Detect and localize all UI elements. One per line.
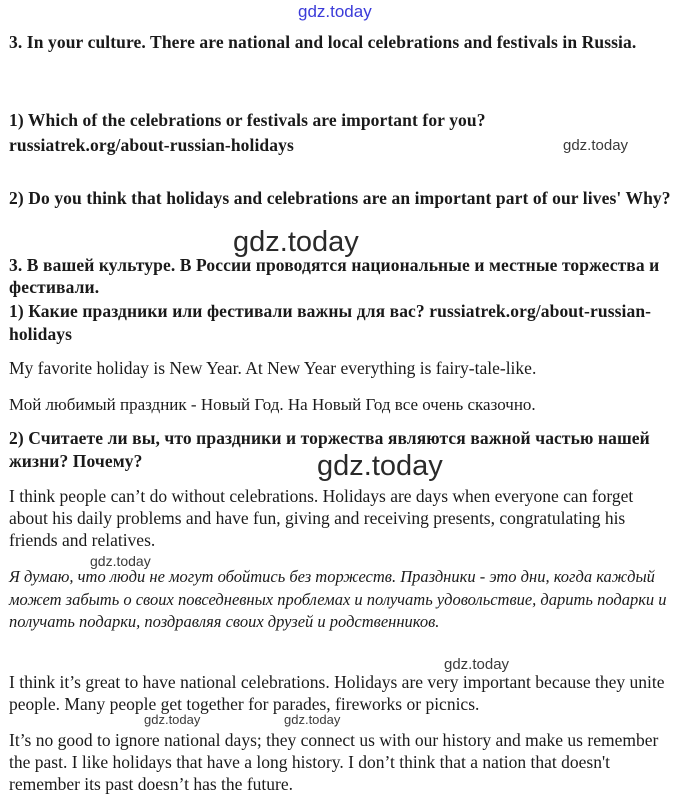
watermark-top: gdz.today — [298, 2, 372, 21]
task-heading-ru: 3. В вашей культуре. В России проводятся национальные и местные торжества и фестивали. — [9, 255, 660, 297]
watermark: gdz.today — [90, 553, 151, 569]
question-2-en: 2) Do you think that holidays and celebrations are an important part of our lives' Why? — [9, 188, 671, 208]
task-heading-en: 3. In your culture. There are national and local celebrations and festivals in Russia. — [9, 32, 637, 52]
answer-1-en: My favorite holiday is New Year. At New Year everything is fairy-tale-like. — [9, 358, 537, 378]
answer-2-en-paragraph-2: I think it’s great to have national celebrations. Holidays are very important because they unite people. Many people get together for parades, fireworks or picnics. — [9, 672, 665, 714]
question-1-en: 1) Which of the celebrations or festivals are important for you? — [9, 110, 486, 130]
watermark: gdz.today — [444, 656, 510, 673]
answer-1-ru: Мой любимый праздник - Новый Год. На Новый Год все очень сказочно. — [9, 395, 536, 414]
answer-2-en-paragraph-3: It’s no good to ignore national days; they connect us with our history and make us remember the past. I like holidays that have a long history. I don’t think that a nation that doesn't remember its past doesn’t has the future. — [9, 730, 659, 794]
watermark: gdz.today — [284, 712, 341, 727]
watermark: gdz.today — [563, 137, 629, 154]
watermark-large: gdz.today — [317, 450, 443, 482]
answer-2-en-paragraph-1: I think people can’t do without celebrations. Holidays are days when everyone can forget about his daily problems and have fun, giving and receiving presents, congratulating his friends and relatives. — [9, 486, 634, 550]
question-1-ru: 1) Какие праздники или фестивали важны для вас? russiatrek.org/about-russian-holidays — [9, 301, 652, 344]
watermark-large: gdz.today — [233, 226, 359, 258]
question-1-link: russiatrek.org/about-russian-holidays — [9, 135, 294, 155]
answer-2-ru-paragraph-1: Я думаю, что люди не могут обойтись без торжеств. Праздники - это дни, когда каждый может забыть о своих повседневных проблемах и получать удовольствие, дарить подарки и получать подарки, поздравляя своих друзей и родственников. — [9, 567, 667, 631]
question-2-ru: 2) Считаете ли вы, что праздники и торжества являются важной частью нашей жизни? Почему? — [9, 428, 650, 471]
watermark: gdz.today — [144, 712, 201, 727]
